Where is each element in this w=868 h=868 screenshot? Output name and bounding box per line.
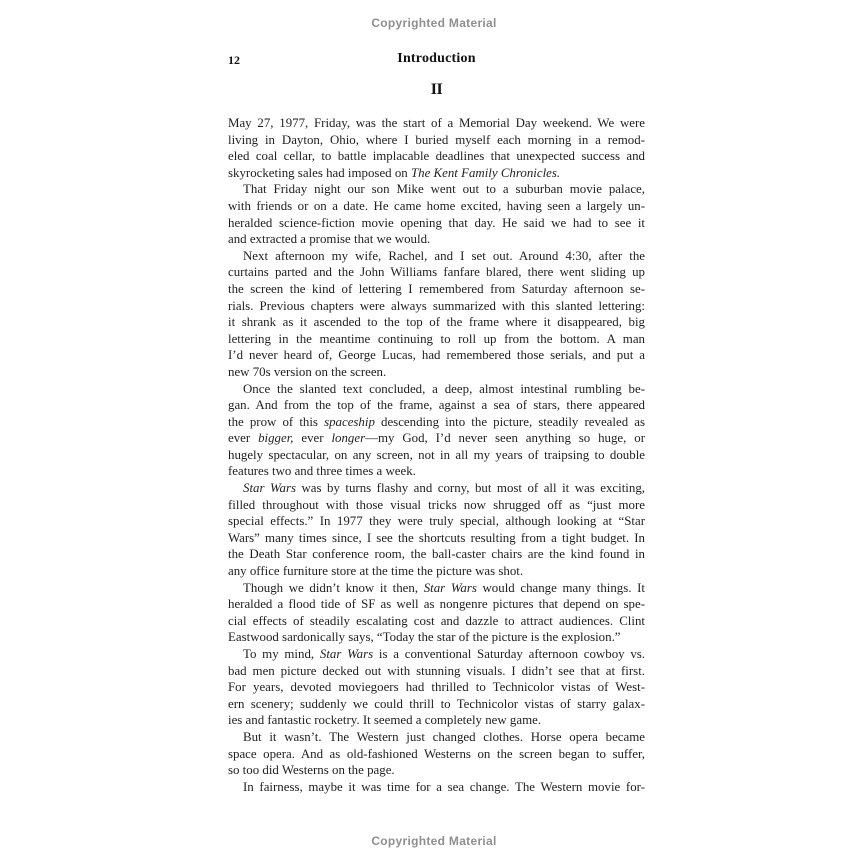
text-segment: living in Dayton, Ohio, where I buried myself each morning in a remod- xyxy=(228,132,645,147)
text-line xyxy=(228,613,645,630)
page-number: 12 xyxy=(228,53,240,67)
text-line xyxy=(228,663,645,680)
copyright-notice-bottom: Copyrighted Material xyxy=(371,834,497,848)
text-segment: filled throughout with those visual tricks now shrugged off as “just more xyxy=(228,497,645,512)
text-segment: special effects.” In 1977 they were truly special, although looking at “Star xyxy=(228,514,645,529)
text-segment: Star Wars xyxy=(423,580,477,595)
text-line xyxy=(228,762,645,779)
text-segment: In fairness, maybe it was time for a sea change. The Western movie for- xyxy=(243,779,645,794)
text-segment: skyrocketing sales had imposed on xyxy=(228,165,411,180)
text-segment: To my mind, xyxy=(243,647,320,661)
copyright-notice-top: Copyrighted Material xyxy=(371,16,497,30)
text-line xyxy=(228,696,645,713)
text-segment: Wars” many times since, I see the shortcuts resulting from a tight budget. In xyxy=(228,530,645,545)
text-line xyxy=(228,746,645,763)
text-segment: Next afternoon my wife, Rachel, and I set out. Around 4:30, after the xyxy=(243,248,645,263)
text-segment: features two and three times a week. xyxy=(228,464,416,479)
text-segment: the prow of this xyxy=(228,414,325,429)
text-segment: bad men picture decked out with stunning visuals. I didn’t see that at first. xyxy=(228,663,645,678)
text-line xyxy=(228,264,645,281)
text-line xyxy=(228,364,645,381)
text-segment: ever xyxy=(228,431,259,446)
text-segment: would change many things. It xyxy=(476,580,645,595)
text-segment: May 27, 1977, Friday, was the start of a Memorial Day weekend. We were xyxy=(228,116,645,130)
text-segment: —my God, I’d never seen anything so huge, or xyxy=(365,431,645,446)
text-segment: Star Wars xyxy=(243,481,297,496)
text-line xyxy=(228,646,645,663)
section-heading: II xyxy=(430,81,443,98)
text-line xyxy=(228,115,645,132)
text-line xyxy=(228,298,645,315)
text-line xyxy=(228,480,645,497)
text-line xyxy=(228,132,645,149)
text-line xyxy=(228,513,645,530)
text-line xyxy=(228,165,645,182)
text-line xyxy=(228,248,645,265)
text-segment: ever xyxy=(293,431,332,446)
text-line xyxy=(228,447,645,464)
text-segment: I’d never heard of, George Lucas, had remembered those serials, and put a xyxy=(228,348,645,363)
text-line xyxy=(228,629,645,646)
text-segment: bigger, xyxy=(258,431,294,446)
text-segment: That Friday night our son Mike went out to a suburban movie palace, xyxy=(243,182,645,197)
text-line xyxy=(228,712,645,729)
text-segment: The Kent Family Chronicles. xyxy=(410,165,561,180)
text-line xyxy=(228,281,645,298)
text-segment: and extracted a promise that we would. xyxy=(228,232,431,247)
text-line xyxy=(228,729,645,746)
text-segment: spaceship xyxy=(324,414,375,429)
text-segment: descending into the picture, steadily revealed as xyxy=(374,414,645,429)
text-line xyxy=(228,463,645,480)
text-segment: gan. And from the top of the frame, against a sea of stars, there appeared xyxy=(228,398,645,413)
body-text xyxy=(228,115,645,795)
text-segment: heralded science-fiction movie opening that day. He said we had to see it xyxy=(228,215,645,230)
text-line xyxy=(228,546,645,563)
text-segment: rials. Previous chapters were always summarized with this slanted lettering: xyxy=(228,298,645,313)
text-line xyxy=(228,530,645,547)
text-segment: the screen the kind of lettering I remembered from Saturday afternoon se- xyxy=(228,281,645,296)
text-segment: so too did Westerns on the page. xyxy=(228,763,395,778)
text-segment: is a conventional Saturday afternoon cowboy vs. xyxy=(373,647,646,661)
text-line xyxy=(228,215,645,232)
text-segment: ern scenery; suddenly we could thrill to Technicolor vistas of starry galax- xyxy=(228,696,645,711)
text-line xyxy=(228,430,645,447)
text-line xyxy=(228,181,645,198)
text-segment: the Death Star conference room, the ball-caster chairs are the kind found in xyxy=(228,547,645,562)
text-segment: ies and fantastic rocketry. It seemed a completely new game. xyxy=(228,713,542,728)
text-segment: cial effects of steadily escalating cost and dazzle to attract audiences. Clint xyxy=(228,613,645,628)
text-segment: with friends or on a date. He came home excited, having seen a largely un- xyxy=(228,198,645,213)
text-line xyxy=(228,314,645,331)
text-line xyxy=(228,148,645,165)
text-segment: Eastwood sardonically says, “Today the star of the picture is the explosion.” xyxy=(228,630,621,645)
text-line xyxy=(228,580,645,597)
text-segment: heralded a flood tide of SF as well as nongenre pictures that depend on spe- xyxy=(228,597,645,612)
text-line xyxy=(228,563,645,580)
text-line xyxy=(228,198,645,215)
text-segment: lettering in the meantime continuing to roll up from the bottom. A man xyxy=(228,331,645,346)
text-segment: curtains parted and the John Williams fanfare blared, there went sliding up xyxy=(228,265,645,280)
text-line xyxy=(228,231,645,248)
text-segment: new 70s version on the screen. xyxy=(228,364,387,379)
text-segment: For years, devoted moviegoers had thrilled to Technicolor vistas of West- xyxy=(228,680,645,695)
text-segment: eled coal cellar, to battle implacable deadlines that unexpected success and xyxy=(228,149,645,164)
text-segment: any office furniture store at the time the picture was shot. xyxy=(228,564,524,579)
text-segment: space opera. And as old-fashioned Westerns on the screen began to suffer, xyxy=(228,746,645,761)
text-segment: But it wasn’t. The Western just changed clothes. Horse opera became xyxy=(243,729,645,744)
text-line xyxy=(228,414,645,431)
text-segment: it shrank as it ascended to the top of the frame where it disappeared, big xyxy=(228,315,645,330)
text-line xyxy=(228,397,645,414)
text-segment: hugely spectacular, on any screen, not in all my years of traipsing to double xyxy=(228,447,645,462)
text-segment: Once the slanted text concluded, a deep, almost intestinal rumbling be- xyxy=(243,381,645,396)
text-segment: Though we didn’t know it then, xyxy=(243,580,424,595)
text-line xyxy=(228,679,645,696)
text-segment: Star Wars xyxy=(319,647,374,661)
text-line xyxy=(228,497,645,514)
text-segment: longer xyxy=(331,431,366,446)
text-line xyxy=(228,779,645,796)
text-line xyxy=(228,331,645,348)
running-head: Introduction xyxy=(397,51,476,66)
text-line xyxy=(228,596,645,613)
text-segment: was by turns flashy and corny, but most of all it was exciting, xyxy=(296,481,645,496)
text-line xyxy=(228,381,645,398)
text-line xyxy=(228,347,645,364)
